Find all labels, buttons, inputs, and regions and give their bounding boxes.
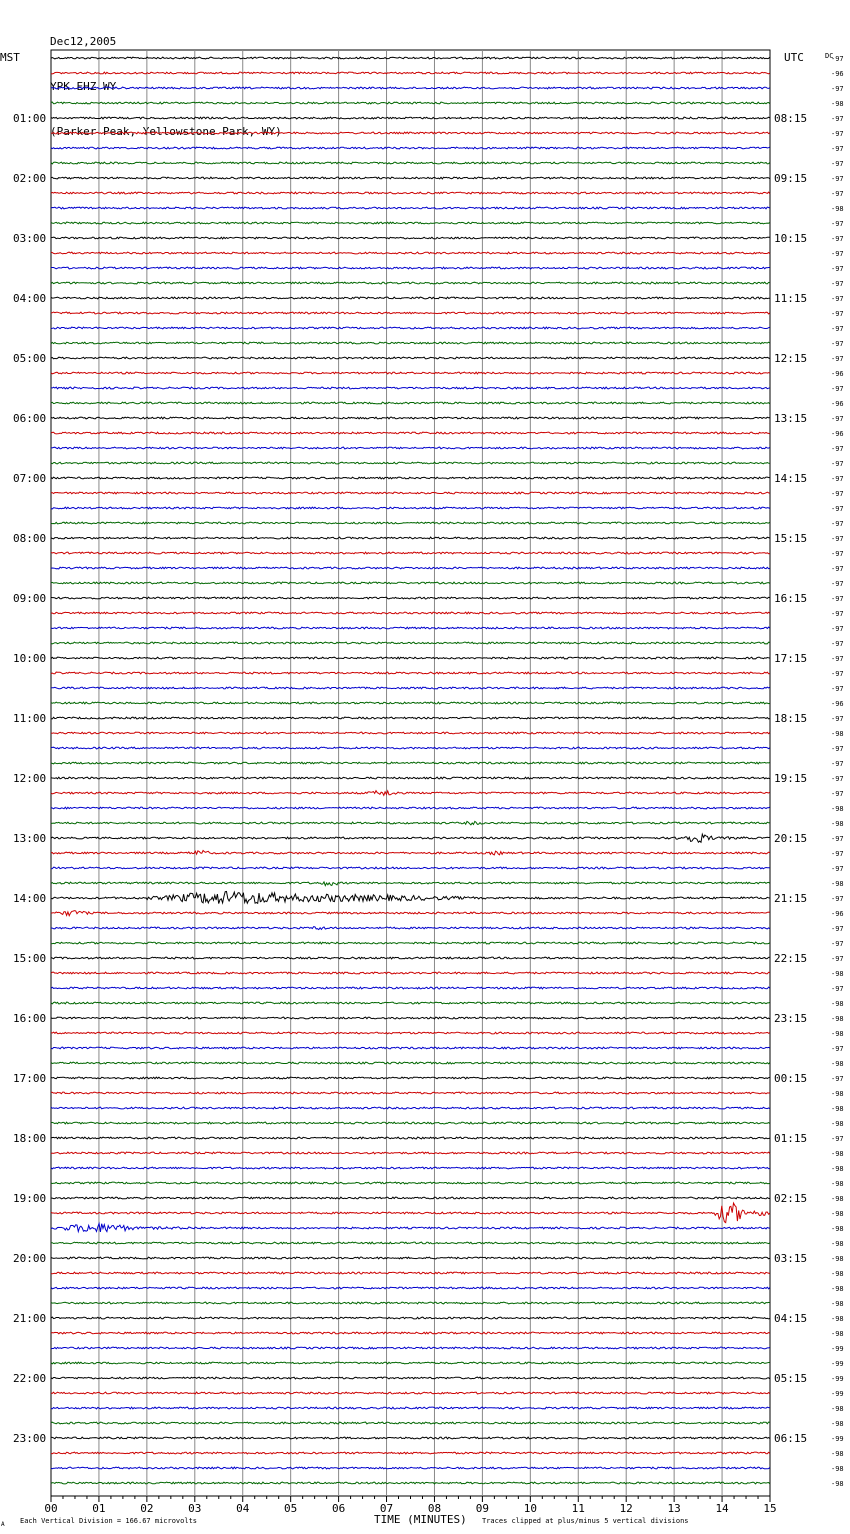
station-label: YPK EHZ WY xyxy=(50,80,117,93)
trace-row xyxy=(51,642,770,644)
trace-row xyxy=(51,327,770,329)
trace-row xyxy=(51,1257,770,1259)
dc-label: DC xyxy=(825,52,834,60)
mst-hour-label: 07:00 xyxy=(13,472,47,485)
trace-row xyxy=(51,1317,770,1319)
dc-offset-value: -97 xyxy=(831,250,844,258)
dc-offset-value: -98 xyxy=(831,880,844,888)
trace-row xyxy=(51,987,770,989)
dc-offset-value: -97 xyxy=(831,175,844,183)
mst-hour-label: 13:00 xyxy=(13,832,47,845)
dc-offset-value: -98 xyxy=(831,730,844,738)
mst-hour-label: 17:00 xyxy=(13,1072,47,1085)
utc-hour-label: 00:15 xyxy=(774,1072,808,1085)
trace-row xyxy=(51,1467,770,1469)
dc-offset-value: -97 xyxy=(831,1075,844,1083)
utc-hour-label: 03:15 xyxy=(774,1252,808,1265)
dc-offset-value: -98 xyxy=(831,1480,844,1488)
dc-offset-value: -98 xyxy=(831,205,844,213)
dc-offset-value: -98 xyxy=(831,1420,844,1428)
trace-group xyxy=(51,57,770,1484)
dc-offset-value: -97 xyxy=(831,505,844,513)
dc-offset-value: -98 xyxy=(831,1060,844,1068)
dc-offset-value: -98 xyxy=(831,1330,844,1338)
x-tick-label: 05 xyxy=(284,1502,298,1515)
dc-offset-value: -97 xyxy=(831,1135,844,1143)
trace-row xyxy=(51,342,770,344)
date-label: Dec12,2005 xyxy=(50,35,117,48)
trace-row xyxy=(51,882,770,886)
mst-hour-label: 08:00 xyxy=(13,532,47,545)
trace-row xyxy=(51,957,770,959)
trace-row xyxy=(51,102,770,104)
trace-row xyxy=(51,207,770,209)
trace-row xyxy=(51,1047,770,1049)
trace-row xyxy=(51,1272,770,1274)
trace-row xyxy=(51,702,770,704)
trace-row xyxy=(51,1332,770,1334)
dc-offset-value: -97 xyxy=(831,535,844,543)
utc-hour-label: 22:15 xyxy=(774,952,808,965)
utc-hour-label: 23:15 xyxy=(774,1012,808,1025)
x-tick-label: 12 xyxy=(619,1502,633,1515)
trace-row xyxy=(51,237,770,239)
dc-offset-value: -97 xyxy=(831,610,844,618)
trace-row xyxy=(51,192,770,194)
trace-row xyxy=(51,57,770,59)
dc-offset-value: -97 xyxy=(831,670,844,678)
dc-offset-value: -97 xyxy=(831,655,844,663)
trace-row xyxy=(51,522,770,524)
trace-row xyxy=(51,1092,770,1094)
utc-hour-label: 14:15 xyxy=(774,472,808,485)
trace-row xyxy=(51,672,770,674)
dc-offset-value: -98 xyxy=(831,1270,844,1278)
dc-offset-value: -98 xyxy=(831,1315,844,1323)
utc-hour-label: 05:15 xyxy=(774,1372,808,1385)
dc-offset-value: -97 xyxy=(831,160,844,168)
utc-hour-label: 10:15 xyxy=(774,232,808,245)
dc-offset-value: -98 xyxy=(831,1195,844,1203)
location-label: (Parker Peak, Yellowstone Park, WY) xyxy=(50,125,282,138)
trace-row xyxy=(51,851,770,855)
dc-offset-value: -97 xyxy=(831,520,844,528)
trace-row xyxy=(51,417,770,419)
mst-hour-label: 21:00 xyxy=(13,1312,47,1325)
dc-offset-value: -98 xyxy=(831,1030,844,1038)
trace-row xyxy=(51,252,770,254)
utc-hour-label: 16:15 xyxy=(774,592,808,605)
dc-offset-value: -99 xyxy=(831,1345,844,1353)
trace-row xyxy=(51,807,770,809)
utc-hour-label: 04:15 xyxy=(774,1312,808,1325)
dc-offset-value: -98 xyxy=(831,1465,844,1473)
mst-hour-label: 18:00 xyxy=(13,1132,47,1145)
trace-row xyxy=(51,777,770,779)
dc-offset-value: -97 xyxy=(831,190,844,198)
dc-offset-value: -97 xyxy=(831,595,844,603)
dc-offset-value: -97 xyxy=(831,550,844,558)
dc-offset-value: -97 xyxy=(831,145,844,153)
dc-offset-labels xyxy=(831,55,844,1488)
trace-row xyxy=(51,477,770,479)
dc-offset-value: -97 xyxy=(831,760,844,768)
trace-row xyxy=(51,1197,770,1199)
dc-offset-value: -97 xyxy=(831,715,844,723)
dc-offset-value: -97 xyxy=(831,310,844,318)
trace-row xyxy=(51,657,770,659)
x-tick-label: 15 xyxy=(763,1502,777,1515)
dc-offset-value: -98 xyxy=(831,1225,844,1233)
trace-row xyxy=(51,552,770,554)
dc-offset-value: -98 xyxy=(831,820,844,828)
trace-row xyxy=(51,747,770,749)
trace-row xyxy=(51,1167,770,1169)
dc-offset-value: -96 xyxy=(831,400,844,408)
trace-row xyxy=(51,267,770,269)
utc-hour-label: 17:15 xyxy=(774,652,808,665)
mst-hour-label: 04:00 xyxy=(13,292,47,305)
trace-row xyxy=(51,1347,770,1349)
dc-offset-value: -97 xyxy=(831,295,844,303)
clip-note: Traces clipped at plus/minus 5 vertical divisions xyxy=(482,1517,689,1525)
trace-row xyxy=(51,162,770,164)
trace-row xyxy=(51,1422,770,1424)
utc-hour-label: 21:15 xyxy=(774,892,808,905)
trace-row xyxy=(51,507,770,509)
trace-row xyxy=(51,1362,770,1364)
dc-offset-value: -98 xyxy=(831,1150,844,1158)
dc-offset-value: -97 xyxy=(831,685,844,693)
dc-offset-value: -97 xyxy=(831,925,844,933)
dc-offset-value: -98 xyxy=(831,1300,844,1308)
utc-hour-label: 11:15 xyxy=(774,292,808,305)
utc-hour-label: 06:15 xyxy=(774,1432,808,1445)
trace-row xyxy=(51,732,770,734)
trace-row xyxy=(51,582,770,584)
utc-hour-label: 15:15 xyxy=(774,532,808,545)
trace-row xyxy=(51,1107,770,1109)
dc-offset-value: -96 xyxy=(831,430,844,438)
dc-offset-value: -97 xyxy=(831,475,844,483)
dc-offset-value: -97 xyxy=(831,55,844,63)
x-tick-label: 10 xyxy=(523,1502,537,1515)
trace-row xyxy=(51,567,770,569)
dc-offset-value: -97 xyxy=(831,490,844,498)
dc-offset-value: -97 xyxy=(831,85,844,93)
trace-row xyxy=(51,1224,770,1232)
mst-hour-label: 10:00 xyxy=(13,652,47,665)
trace-row xyxy=(51,462,770,464)
mst-hour-label: 19:00 xyxy=(13,1192,47,1205)
trace-row xyxy=(51,537,770,539)
mst-hour-label: 05:00 xyxy=(13,352,47,365)
dc-offset-value: -98 xyxy=(831,100,844,108)
x-tick-label: 11 xyxy=(571,1502,585,1515)
trace-row xyxy=(51,972,770,974)
x-tick-label: 14 xyxy=(715,1502,729,1515)
x-tick-label: 01 xyxy=(92,1502,106,1515)
dc-offset-value: -98 xyxy=(831,1180,844,1188)
utc-hour-label: 08:15 xyxy=(774,112,808,125)
trace-row xyxy=(51,357,770,359)
mst-hour-label: 01:00 xyxy=(13,112,47,125)
x-tick-label: 03 xyxy=(188,1502,202,1515)
trace-row xyxy=(51,1077,770,1079)
dc-offset-value: -98 xyxy=(831,1165,844,1173)
mst-hour-label: 09:00 xyxy=(13,592,47,605)
trace-row xyxy=(51,1203,770,1223)
dc-offset-value: -97 xyxy=(831,850,844,858)
trace-row xyxy=(51,447,770,449)
dc-offset-value: -97 xyxy=(831,865,844,873)
dc-offset-value: -97 xyxy=(831,625,844,633)
dc-offset-value: -98 xyxy=(831,1450,844,1458)
dc-offset-value: -97 xyxy=(831,775,844,783)
trace-row xyxy=(51,892,770,904)
trace-row xyxy=(51,222,770,224)
dc-offset-value: -97 xyxy=(831,445,844,453)
x-tick-label: 09 xyxy=(475,1502,490,1515)
trace-row xyxy=(51,834,770,842)
trace-row xyxy=(51,1392,770,1394)
x-tick-label: 08 xyxy=(427,1502,442,1515)
mst-hour-label: 02:00 xyxy=(13,172,47,185)
trace-row xyxy=(51,1032,770,1034)
x-tick-label: 00 xyxy=(44,1502,58,1515)
trace-row xyxy=(51,312,770,314)
trace-row xyxy=(51,867,770,869)
trace-row xyxy=(51,1137,770,1139)
dc-offset-value: -97 xyxy=(831,280,844,288)
trace-row xyxy=(51,1437,770,1439)
trace-row xyxy=(51,1452,770,1454)
right-timezone-label: UTC xyxy=(784,51,804,64)
trace-row xyxy=(51,432,770,434)
mst-hour-label: 11:00 xyxy=(13,712,47,725)
dc-offset-value: -98 xyxy=(831,1120,844,1128)
x-tick-label: 07 xyxy=(379,1502,394,1515)
dc-offset-value: -97 xyxy=(831,640,844,648)
trace-row xyxy=(51,627,770,629)
mst-hour-label: 14:00 xyxy=(13,892,47,905)
mst-hour-label: 15:00 xyxy=(13,952,47,965)
trace-row xyxy=(51,612,770,614)
trace-row xyxy=(51,1182,770,1184)
mst-hour-label: 20:00 xyxy=(13,1252,47,1265)
dc-offset-value: -97 xyxy=(831,580,844,588)
dc-offset-value: -98 xyxy=(831,970,844,978)
dc-offset-value: -98 xyxy=(831,1255,844,1263)
mst-hour-label: 16:00 xyxy=(13,1012,47,1025)
trace-row xyxy=(51,1482,770,1484)
dc-offset-value: -99 xyxy=(831,1360,844,1368)
dc-offset-value: -97 xyxy=(831,130,844,138)
dc-offset-value: -98 xyxy=(831,1210,844,1218)
dc-offset-value: -97 xyxy=(831,235,844,243)
trace-row xyxy=(51,117,770,119)
dc-offset-value: -97 xyxy=(831,1045,844,1053)
dc-offset-value: -97 xyxy=(831,355,844,363)
trace-row xyxy=(51,1002,770,1004)
dc-offset-value: -97 xyxy=(831,565,844,573)
dc-offset-value: -99 xyxy=(831,1390,844,1398)
trace-row xyxy=(51,492,770,494)
dc-offset-value: -98 xyxy=(831,1105,844,1113)
utc-hour-label: 02:15 xyxy=(774,1192,808,1205)
x-tick-label: 04 xyxy=(236,1502,250,1515)
trace-row xyxy=(51,372,770,374)
left-timezone-label: MST xyxy=(0,51,20,64)
trace-row xyxy=(51,1122,770,1124)
mst-hour-label: 23:00 xyxy=(13,1432,47,1445)
trace-row xyxy=(51,147,770,149)
trace-row xyxy=(51,942,770,944)
dc-offset-value: -98 xyxy=(831,1015,844,1023)
dc-offset-value: -99 xyxy=(831,1375,844,1383)
trace-row xyxy=(51,1287,770,1289)
trace-row xyxy=(51,762,770,764)
dc-offset-value: -97 xyxy=(831,940,844,948)
dc-offset-value: -97 xyxy=(831,460,844,468)
trace-row xyxy=(51,402,770,404)
trace-row xyxy=(51,1152,770,1154)
mst-hour-label: 03:00 xyxy=(13,232,47,245)
trace-row xyxy=(51,1407,770,1409)
dc-offset-value: -97 xyxy=(831,325,844,333)
dc-offset-value: -97 xyxy=(831,790,844,798)
dc-offset-value: -97 xyxy=(831,985,844,993)
utc-hour-label: 13:15 xyxy=(774,412,808,425)
trace-row xyxy=(51,1302,770,1304)
trace-row xyxy=(51,791,770,796)
utc-hour-label: 19:15 xyxy=(774,772,808,785)
mst-hour-label: 22:00 xyxy=(13,1372,47,1385)
dc-offset-value: -98 xyxy=(831,805,844,813)
trace-row xyxy=(51,177,770,179)
x-tick-label: 06 xyxy=(331,1502,346,1515)
utc-hour-label: 20:15 xyxy=(774,832,808,845)
trace-row xyxy=(51,87,770,89)
dc-offset-value: -97 xyxy=(831,265,844,273)
dc-offset-value: -96 xyxy=(831,370,844,378)
dc-offset-value: -98 xyxy=(831,1405,844,1413)
trace-row xyxy=(51,927,770,930)
dc-offset-value: -98 xyxy=(831,1285,844,1293)
trace-row xyxy=(51,132,770,134)
x-axis-title: TIME (MINUTES) xyxy=(374,1513,467,1526)
mst-hour-label: 06:00 xyxy=(13,412,47,425)
dc-offset-value: -97 xyxy=(831,745,844,753)
trace-row xyxy=(51,1017,770,1019)
dc-offset-value: -97 xyxy=(831,385,844,393)
trace-row xyxy=(51,297,770,299)
dc-offset-value: -98 xyxy=(831,1240,844,1248)
trace-row xyxy=(51,717,770,719)
dc-offset-value: -97 xyxy=(831,835,844,843)
dc-offset-value: -97 xyxy=(831,115,844,123)
trace-row xyxy=(51,821,770,825)
x-tick-label: 13 xyxy=(667,1502,681,1515)
trace-row xyxy=(51,1242,770,1244)
utc-hour-label: 12:15 xyxy=(774,352,808,365)
trace-row xyxy=(51,282,770,284)
trace-row xyxy=(51,72,770,74)
trace-row xyxy=(51,687,770,689)
trace-row xyxy=(51,387,770,389)
dc-offset-value: -97 xyxy=(831,955,844,963)
dc-offset-value: -96 xyxy=(831,910,844,918)
dc-offset-value: -98 xyxy=(831,1000,844,1008)
x-tick-label: 02 xyxy=(140,1502,154,1515)
trace-row xyxy=(51,1377,770,1379)
utc-hour-label: 18:15 xyxy=(774,712,808,725)
dc-offset-value: -96 xyxy=(831,700,844,708)
dc-offset-value: -97 xyxy=(831,340,844,348)
trace-row xyxy=(51,597,770,599)
utc-hour-label: 09:15 xyxy=(774,172,808,185)
dc-offset-value: -97 xyxy=(831,415,844,423)
corner-mark: A xyxy=(1,1521,5,1528)
mst-hour-label: 12:00 xyxy=(13,772,47,785)
trace-row xyxy=(51,911,770,916)
dc-offset-value: -99 xyxy=(831,1435,844,1443)
dc-offset-value: -97 xyxy=(831,895,844,903)
trace-row xyxy=(51,1062,770,1064)
dc-offset-value: -96 xyxy=(831,70,844,78)
scale-note: Each Vertical Division = 166.67 microvolts xyxy=(20,1517,198,1525)
dc-offset-value: -98 xyxy=(831,1090,844,1098)
utc-hour-label: 01:15 xyxy=(774,1132,808,1145)
dc-offset-value: -97 xyxy=(831,220,844,228)
